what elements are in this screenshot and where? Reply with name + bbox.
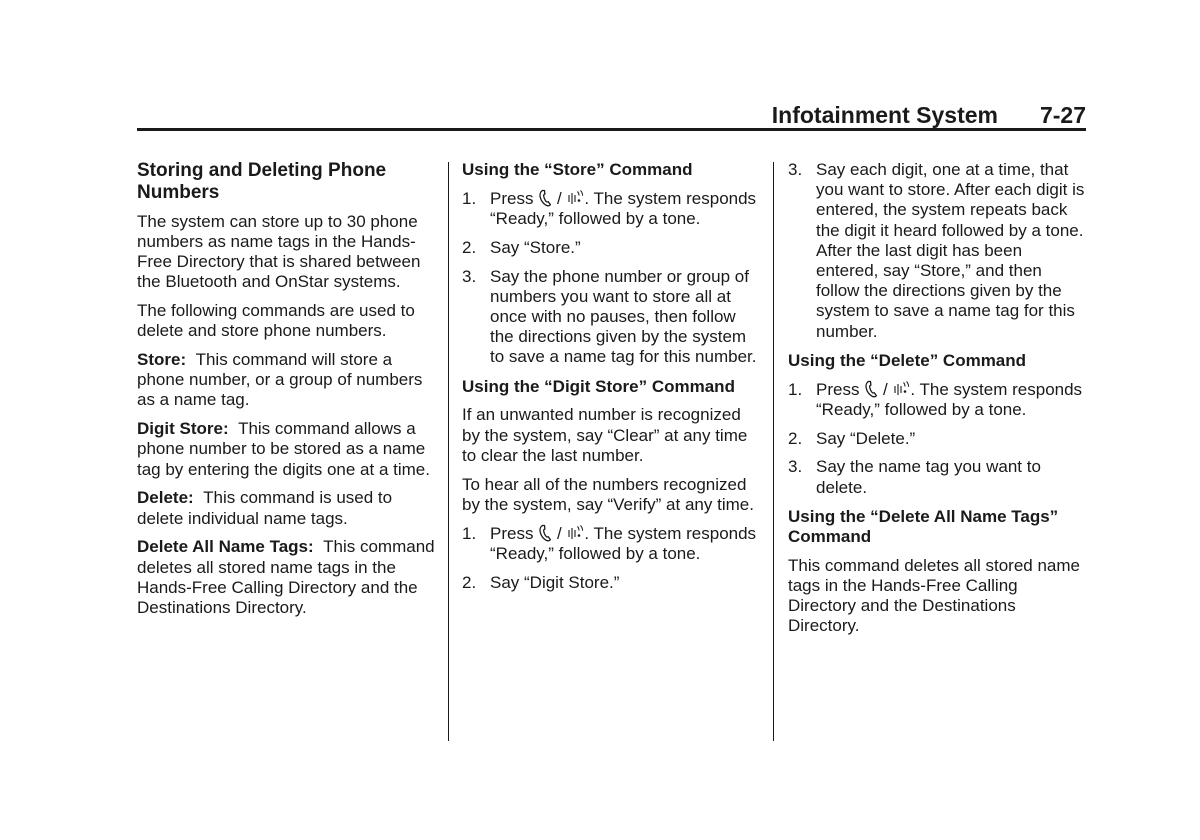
digit-store-continued-list (788, 160, 1088, 342)
list-item: 2. Say “Digit Store.” (462, 572, 620, 592)
delete-term: Delete: (137, 488, 194, 508)
page-number: 7-27 (1039, 102, 1086, 128)
delete-all-paragraph: This command deletes all stored name tags in the Hands-Free Calling Directory and the Destinations Directory. (788, 555, 1080, 636)
section-heading: Storing and Deleting Phone Numbers (137, 160, 387, 203)
column-divider-2 (773, 162, 774, 741)
digit-store-command-heading: Using the “Digit Store” Command (462, 376, 735, 396)
phone-handset-icon (864, 380, 878, 398)
voice-recognition-icon (566, 189, 584, 207)
store-steps-list (462, 189, 762, 368)
verify-paragraph: To hear all of the numbers recognized by the system, say “Verify” at any time. (462, 474, 754, 514)
delete-all-definition (137, 537, 437, 618)
list-item: 2. Say “Delete.” (788, 428, 916, 448)
delete-all-text: This command deletes all stored name tags in the Hands-Free Calling Directory and the Destinations Directory. (137, 537, 435, 618)
commands-paragraph: The following commands are used to delete and store phone numbers. (137, 301, 415, 341)
list-item: 1. Press / . The system responds “Ready,” followed by a tone. (462, 188, 757, 228)
column-2 (462, 160, 762, 602)
phone-handset-icon (538, 189, 552, 207)
delete-definition (137, 488, 437, 528)
header-rule (137, 128, 1086, 131)
list-item: 3. Say the name tag you want to delete. (788, 457, 1041, 497)
store-text: This command will store a phone number, or a group of numbers as a name tag. (137, 350, 423, 410)
delete-all-term: Delete All Name Tags: (137, 537, 314, 557)
list-item: 3. Say the phone number or group of numbers you want to store all at once with no pauses, then follow the directions given by the system to save a name tag for this number. (462, 266, 757, 367)
digit-store-steps-list (462, 524, 762, 593)
store-command-heading: Using the “Store” Command (462, 160, 693, 179)
column-1 (137, 160, 437, 627)
column-divider-1 (448, 162, 449, 741)
delete-steps-list (788, 380, 1088, 498)
column-3 (788, 160, 1088, 645)
delete-text: This command is used to delete individual name tags. (137, 488, 393, 528)
clear-paragraph: If an unwanted number is recognized by the system, say “Clear” at any time to clear the last number. (462, 405, 748, 465)
page-header (137, 100, 1086, 130)
store-definition (137, 350, 437, 411)
voice-recognition-icon (566, 524, 584, 542)
voice-recognition-icon (892, 380, 910, 398)
list-item: 1. Press / . The system responds “Ready,” followed by a tone. (788, 379, 1083, 419)
delete-command-heading: Using the “Delete” Command (788, 350, 1027, 370)
phone-handset-icon (538, 524, 552, 542)
list-item: 3. Say each digit, one at a time, that you want to store. After each digit is entered, the system repeats back the digit it heard followed by a tone. After the last digit has been entered, say “Store,” and then follow the directions given by the system to save a name tag for this number. (788, 160, 1085, 341)
digit-store-text: This command allows a phone number to be stored as a name tag by entering the digits one at a time. (137, 419, 430, 479)
digit-store-term: Digit Store: (137, 419, 229, 439)
intro-paragraph: The system can store up to 30 phone numbers as name tags in the Hands-Free Directory that is shared between the Bluetooth and OnStar systems. (137, 211, 421, 292)
digit-store-definition (137, 419, 437, 480)
list-item: 1. Press / . The system responds “Ready,” followed by a tone. (462, 523, 757, 563)
list-item: 2. Say “Store.” (462, 237, 581, 257)
store-term: Store: (137, 350, 187, 369)
delete-all-command-heading: Using the “Delete All Name Tags” Command (788, 506, 1059, 547)
section-title: Infotainment System (771, 102, 998, 128)
